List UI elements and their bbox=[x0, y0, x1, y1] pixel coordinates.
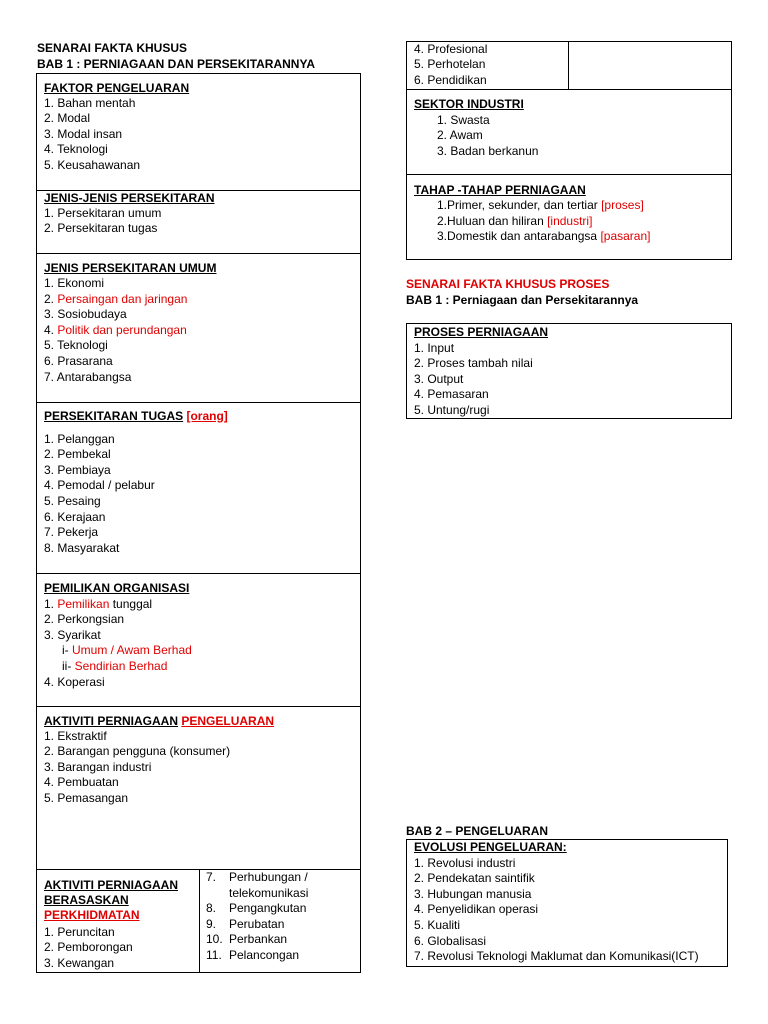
list-item: 1. Revolusi industri bbox=[414, 855, 516, 870]
list-item: 2. Pembekal bbox=[44, 447, 111, 462]
list-item: 1. Ekstraktif bbox=[44, 728, 107, 743]
list-item: Pengangkutan bbox=[229, 901, 307, 916]
list-item: 5. Perhotelan bbox=[414, 57, 486, 72]
list-item: 5. Pemasangan bbox=[44, 790, 129, 805]
item-text: 3.Domestik dan antarabangsa bbox=[437, 229, 601, 244]
list-item: Perubatan bbox=[229, 916, 285, 931]
list-item: 7. Revolusi Teknologi Maklumat dan Komunikasi(ICT) bbox=[414, 949, 699, 964]
sub-list-item bbox=[62, 659, 167, 675]
list-item: 2. Barangan pengguna (konsumer) bbox=[44, 744, 231, 759]
list-item: 1. Input bbox=[414, 340, 455, 355]
sektor-industri-heading: SEKTOR INDUSTRI bbox=[414, 97, 524, 111]
list-item bbox=[437, 229, 650, 245]
list-item: 2. Persekitaran tugas bbox=[44, 221, 158, 236]
item-red-tag: [industri] bbox=[547, 213, 593, 228]
list-item: 4. Profesional bbox=[414, 41, 488, 56]
sub-list-item bbox=[62, 643, 192, 659]
list-item: 6. Kerajaan bbox=[44, 509, 106, 524]
list-item bbox=[44, 276, 104, 292]
list-item: 3. Modal insan bbox=[44, 126, 123, 141]
item-number: 10. bbox=[206, 932, 223, 947]
item-number: 5. bbox=[44, 338, 58, 353]
list-item: 4. Pemasaran bbox=[414, 387, 489, 402]
list-item bbox=[437, 214, 592, 230]
item-number: 3. bbox=[44, 307, 58, 322]
list-item: Perhubungan / bbox=[229, 870, 308, 884]
proses-title: SENARAI FAKTA KHUSUS PROSES bbox=[406, 277, 610, 291]
list-item: 5. Keusahawanan bbox=[44, 157, 141, 172]
list-item: 2. Perkongsian bbox=[44, 612, 125, 627]
divider bbox=[568, 41, 569, 90]
item-number: 4. bbox=[44, 322, 58, 337]
item-number: 8. bbox=[206, 901, 217, 916]
item-number: 2. bbox=[44, 291, 58, 306]
list-item: 8. Masyarakat bbox=[44, 540, 120, 555]
list-item: 3. Badan berkanun bbox=[437, 143, 539, 158]
list-item: 4. Penyelidikan operasi bbox=[414, 902, 539, 917]
item-number: 9. bbox=[206, 916, 217, 931]
list-item bbox=[44, 597, 152, 613]
list-item: 1. Swasta bbox=[437, 112, 490, 127]
heading-red-text: PENGELUARAN bbox=[181, 714, 275, 728]
list-item: 4. Pembuatan bbox=[44, 775, 119, 790]
chapter-title: BAB 1 : PERNIAGAAN DAN PERSEKITARANNYA bbox=[37, 57, 316, 71]
list-item: 6. Pendidikan bbox=[414, 72, 487, 87]
bab2-title: BAB 2 – PENGELUARAN bbox=[406, 824, 549, 838]
heading-red-tag: [orang] bbox=[186, 409, 228, 423]
list-item bbox=[44, 370, 131, 386]
list-item: 2. Awam bbox=[437, 128, 483, 143]
item-number: 6. bbox=[44, 354, 58, 368]
list-item bbox=[44, 307, 127, 323]
item-number: 7. bbox=[44, 369, 57, 384]
list-item bbox=[437, 198, 644, 214]
list-item: 5. Kualiti bbox=[414, 917, 461, 932]
list-item: 1. Persekitaran umum bbox=[44, 205, 162, 220]
item-number: ii- bbox=[62, 658, 75, 673]
list-item: 1. Bahan mentah bbox=[44, 95, 136, 110]
divider bbox=[36, 706, 361, 707]
list-item bbox=[44, 323, 187, 339]
list-item: 3. Output bbox=[414, 371, 464, 386]
item-red-tag: [proses] bbox=[601, 198, 644, 212]
item-text: Prasarana bbox=[57, 354, 113, 368]
item-text: Politik dan perundangan bbox=[57, 322, 187, 337]
proses-chapter-title: BAB 1 : Perniagaan dan Persekitarannya bbox=[406, 293, 639, 307]
list-item bbox=[44, 354, 113, 370]
list-item: 5. Pesaing bbox=[44, 493, 101, 508]
list-item: 7. Pekerja bbox=[44, 525, 99, 540]
aktiviti-pengeluaran-heading bbox=[44, 714, 274, 729]
list-item: Pelancongan bbox=[229, 948, 300, 962]
item-text: Teknologi bbox=[57, 338, 108, 353]
list-item: 1. Pelanggan bbox=[44, 431, 115, 446]
divider bbox=[199, 869, 200, 973]
list-item: 3. Barangan industri bbox=[44, 759, 152, 774]
item-text: 1.Primer, sekunder, dan tertiar bbox=[437, 198, 602, 212]
item-number: 1. bbox=[44, 276, 58, 290]
aktiviti-perkhidmatan-heading-red: PERKHIDMATAN bbox=[44, 908, 140, 922]
divider bbox=[36, 573, 361, 574]
item-number: i- bbox=[62, 643, 72, 658]
item-text: tunggal bbox=[109, 596, 153, 611]
list-item bbox=[44, 292, 187, 308]
pemilikan-organisasi-heading: PEMILIKAN ORGANISASI bbox=[44, 581, 190, 595]
item-text: Antarabangsa bbox=[56, 369, 132, 384]
document-title: SENARAI FAKTA KHUSUS bbox=[37, 41, 188, 55]
list-item: 2. Pendekatan saintifik bbox=[414, 871, 535, 886]
divider bbox=[36, 253, 361, 254]
item-red-text: Umum / Awam Berhad bbox=[72, 643, 192, 658]
list-item: telekomunikasi bbox=[229, 885, 309, 900]
divider bbox=[406, 174, 732, 175]
list-item: 2. Proses tambah nilai bbox=[414, 356, 533, 371]
item-red-text: Pemilikan bbox=[57, 596, 110, 611]
list-item bbox=[44, 338, 108, 354]
list-item: 5. Untung/rugi bbox=[414, 402, 490, 417]
item-text: Sosiobudaya bbox=[57, 307, 127, 322]
list-item: 4. Pemodal / pelabur bbox=[44, 478, 155, 493]
list-item: Perbankan bbox=[229, 932, 288, 947]
divider bbox=[36, 402, 361, 403]
item-text: Persaingan dan jaringan bbox=[57, 291, 188, 306]
aktiviti-perkhidmatan-heading-2: BERASASKAN bbox=[44, 893, 129, 907]
list-item: 6. Globalisasi bbox=[414, 933, 487, 948]
item-number: 7. bbox=[206, 870, 217, 884]
item-text: 2.Huluan dan hiliran bbox=[437, 213, 548, 228]
faktor-pengeluaran-heading: FAKTOR PENGELUARAN bbox=[44, 81, 190, 95]
list-item: 3. Pembiaya bbox=[44, 462, 111, 477]
list-item: 2. Modal bbox=[44, 111, 91, 126]
list-item: 3. Hubungan manusia bbox=[414, 886, 532, 901]
list-item: 3. Kewangan bbox=[44, 955, 115, 970]
evolusi-pengeluaran-heading: EVOLUSI PENGELUARAN: bbox=[414, 840, 567, 854]
list-item: 2. Pemborongan bbox=[44, 940, 133, 955]
list-item: 4. Teknologi bbox=[44, 142, 108, 157]
item-red-text: Sendirian Berhad bbox=[74, 658, 168, 673]
tahap-perniagaan-heading: TAHAP -TAHAP PERNIAGAAN bbox=[414, 183, 586, 197]
list-item: 4. Koperasi bbox=[44, 674, 105, 689]
list-item: 3. Syarikat bbox=[44, 627, 101, 642]
heading-text: PERSEKITARAN TUGAS bbox=[44, 409, 184, 423]
item-number: 11. bbox=[206, 948, 222, 962]
aktiviti-perkhidmatan-heading: AKTIVITI PERNIAGAAN bbox=[44, 878, 179, 892]
jenis-persekitaran-heading: JENIS-JENIS PERSEKITARAN bbox=[44, 191, 215, 205]
item-number: 1. bbox=[44, 596, 58, 611]
proses-perniagaan-heading: PROSES PERNIAGAAN bbox=[414, 325, 549, 339]
item-text: Ekonomi bbox=[57, 276, 105, 290]
heading-text: AKTIVITI PERNIAGAAN bbox=[44, 714, 179, 728]
list-item: 1. Peruncitan bbox=[44, 924, 115, 939]
item-red-tag: [pasaran] bbox=[600, 229, 651, 244]
persekitaran-tugas-heading bbox=[44, 409, 228, 424]
persekitaran-umum-heading: JENIS PERSEKITARAN UMUM bbox=[44, 261, 217, 275]
